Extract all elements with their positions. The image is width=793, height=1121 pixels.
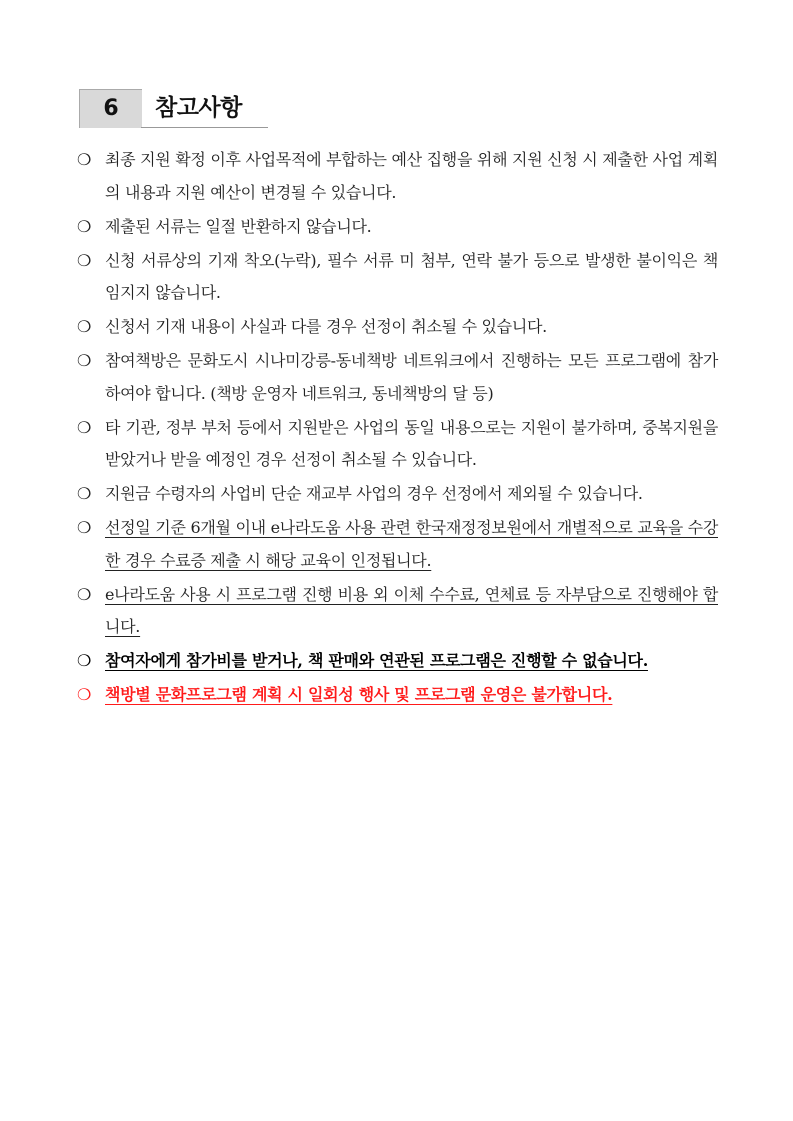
list-item-underlined <box>76 579 718 644</box>
item-text: 책방별 문화프로그램 계획 시 일회성 행사 및 프로그램 운영은 불가합니다. <box>105 685 613 704</box>
item-text: 참여자에게 참가비를 받거나, 책 판매와 연관된 프로그램은 진행할 수 없습니다. <box>105 651 648 670</box>
list-item <box>76 211 718 244</box>
bullet-circle-icon: ❍ <box>76 216 92 236</box>
list-item-red <box>76 679 718 712</box>
item-text: 지원금 수령자의 사업비 단순 재교부 사업의 경우 선정에서 제외될 수 있습니다. <box>105 484 643 503</box>
list-item <box>76 245 718 310</box>
list-item <box>76 478 718 511</box>
list-item <box>76 311 718 344</box>
bullet-circle-icon: ❍ <box>76 584 92 604</box>
item-text: 제출된 서류는 일절 반환하지 않습니다. <box>105 216 372 236</box>
list-item-bold <box>76 645 718 678</box>
header-underline <box>141 127 268 128</box>
bullet-circle-icon: ❍ <box>76 250 92 270</box>
item-text: 참여책방은 문화도시 시나미강릉-동네책방 네트워크에서 진행하는 모든 프로그램에 참가하여야 합니다. (책방 운영자 네트워크, 동네책방의 달 등) <box>105 351 718 403</box>
bullet-circle-icon: ❍ <box>76 417 92 437</box>
item-text: 신청 서류상의 기재 착오(누락), 필수 서류 미 첨부, 연락 불가 등으로 발생한 불이익은 책임지지 않습니다. <box>105 250 718 302</box>
list-item-underlined <box>76 512 718 577</box>
item-text: e나라도움 사용 시 프로그램 진행 비용 외 이체 수수료, 연체료 등 자부담으로 진행해야 합니다. <box>105 584 718 636</box>
section-header <box>79 89 268 129</box>
list-item <box>76 144 718 209</box>
list-item <box>76 345 718 410</box>
bullet-circle-icon: ❍ <box>76 685 92 704</box>
item-text: 최종 지원 확정 이후 사업목적에 부합하는 예산 집행을 위해 지원 신청 시 제출한 사업 계획의 내용과 지원 예산이 변경될 수 있습니다. <box>105 150 718 202</box>
bullet-circle-icon: ❍ <box>76 651 92 670</box>
section-number: 6 <box>79 89 142 128</box>
notes-list <box>76 144 718 713</box>
bullet-circle-icon: ❍ <box>76 150 92 169</box>
bullet-circle-icon: ❍ <box>76 317 92 336</box>
bullet-circle-icon: ❍ <box>76 518 92 537</box>
section-title: 참고사항 <box>155 95 242 121</box>
item-text: 선정일 기준 6개월 이내 e나라도움 사용 관련 한국재정정보원에서 개별적으로 교육을 수강한 경우 수료증 제출 시 해당 교육이 인정됩니다. <box>105 518 718 570</box>
bullet-circle-icon: ❍ <box>76 351 92 370</box>
item-text: 신청서 기재 내용이 사실과 다를 경우 선정이 취소될 수 있습니다. <box>105 317 547 336</box>
list-item <box>76 412 718 477</box>
item-text: 타 기관, 정부 부처 등에서 지원받은 사업의 동일 내용으로는 지원이 불가하며, 중복지원을 받았거나 받을 예정인 경우 선정이 취소될 수 있습니다. <box>105 417 718 469</box>
bullet-circle-icon: ❍ <box>76 484 92 503</box>
